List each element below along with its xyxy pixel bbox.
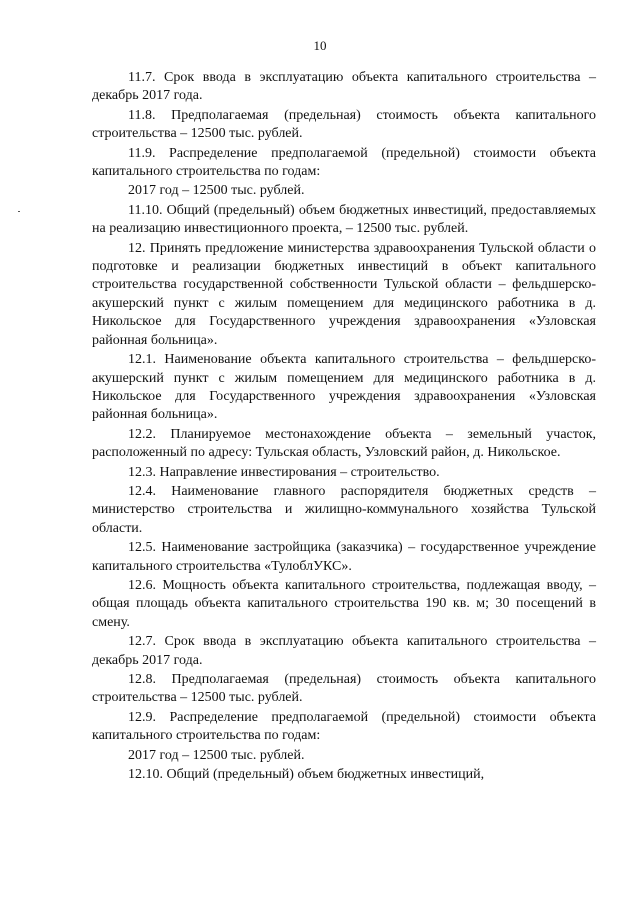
- document-body: [92, 69, 596, 785]
- paragraph-11-9: 11.9. Распределение предполагаемой (предельной) стоимости объекта капитального строительства по годам:: [92, 145, 596, 180]
- paragraph-12-3: 12.3. Направление инвестирования – строительство.: [128, 464, 440, 480]
- paragraph-12: 12. Принять предложение министерства здравоохранения Тульской области о подготовке и реализации бюджетных инвестиций в объект капитального строительства государственной собственности Тульской области – фельдшерско-акушерский пункт с жилым помещением для медицинского работника в д. Никольское для Государственного учреждения здравоохранения «Узловская районная больница».: [92, 240, 596, 348]
- paragraph-12-6: 12.6. Мощность объекта капитального строительства, подлежащая вводу, – общая площадь объекта капитального строительства 190 кв. м; 30 посещений в смену.: [92, 577, 596, 630]
- paragraph-12-2: 12.2. Планируемое местонахождение объекта – земельный участок, расположенный по адресу: Тульская область, Узловский район, д. Никольское.: [92, 426, 596, 461]
- paragraph-11-10: 11.10. Общий (предельный) объем бюджетных инвестиций, предоставляемых на реализацию инвестиционного проекта, – 12500 тыс. рублей.: [92, 202, 596, 237]
- paragraph-12-10: 12.10. Общий (предельный) объем бюджетных инвестиций,: [128, 767, 485, 783]
- paragraph-11-7: 11.7. Срок ввода в эксплуатацию объекта капитального строительства – декабрь 2017 года.: [92, 70, 596, 104]
- paragraph-12-8: 12.8. Предполагаемая (предельная) стоимость объекта капитального строительства – 12500 тыс. рублей.: [92, 672, 596, 706]
- paragraph-12-9: 12.9. Распределение предполагаемой (предельной) стоимости объекта капитального строительства по годам:: [92, 709, 596, 744]
- paragraph-12-5: 12.5. Наименование застройщика (заказчика) – государственное учреждение капитального строительства «ТулоблУКС».: [92, 540, 596, 574]
- page-number: 10: [313, 38, 327, 53]
- paragraph-11-8: 11.8. Предполагаемая (предельная) стоимость объекта капитального строительства – 12500 тыс. рублей.: [92, 107, 596, 142]
- paragraph-year-2017: 2017 год – 12500 тыс. рублей.: [128, 183, 305, 199]
- paragraph-12-1: 12.1. Наименование объекта капитального строительства – фельдшерско-акушерский пункт с жилым помещением для медицинского работника в д. Никольское для Государственного учреждения здравоохранения «Узловская районная больница».: [92, 352, 596, 423]
- paragraph-12-4: 12.4. Наименование главного распорядителя бюджетных средств – министерство строительства и жилищно-коммунального хозяйства Тульской области.: [92, 483, 596, 536]
- paragraph-12-7: 12.7. Срок ввода в эксплуатацию объекта капитального строительства – декабрь 2017 года.: [92, 634, 596, 668]
- scan-speck: [18, 211, 20, 212]
- paragraph-year-2017-b: 2017 год – 12500 тыс. рублей.: [128, 747, 305, 763]
